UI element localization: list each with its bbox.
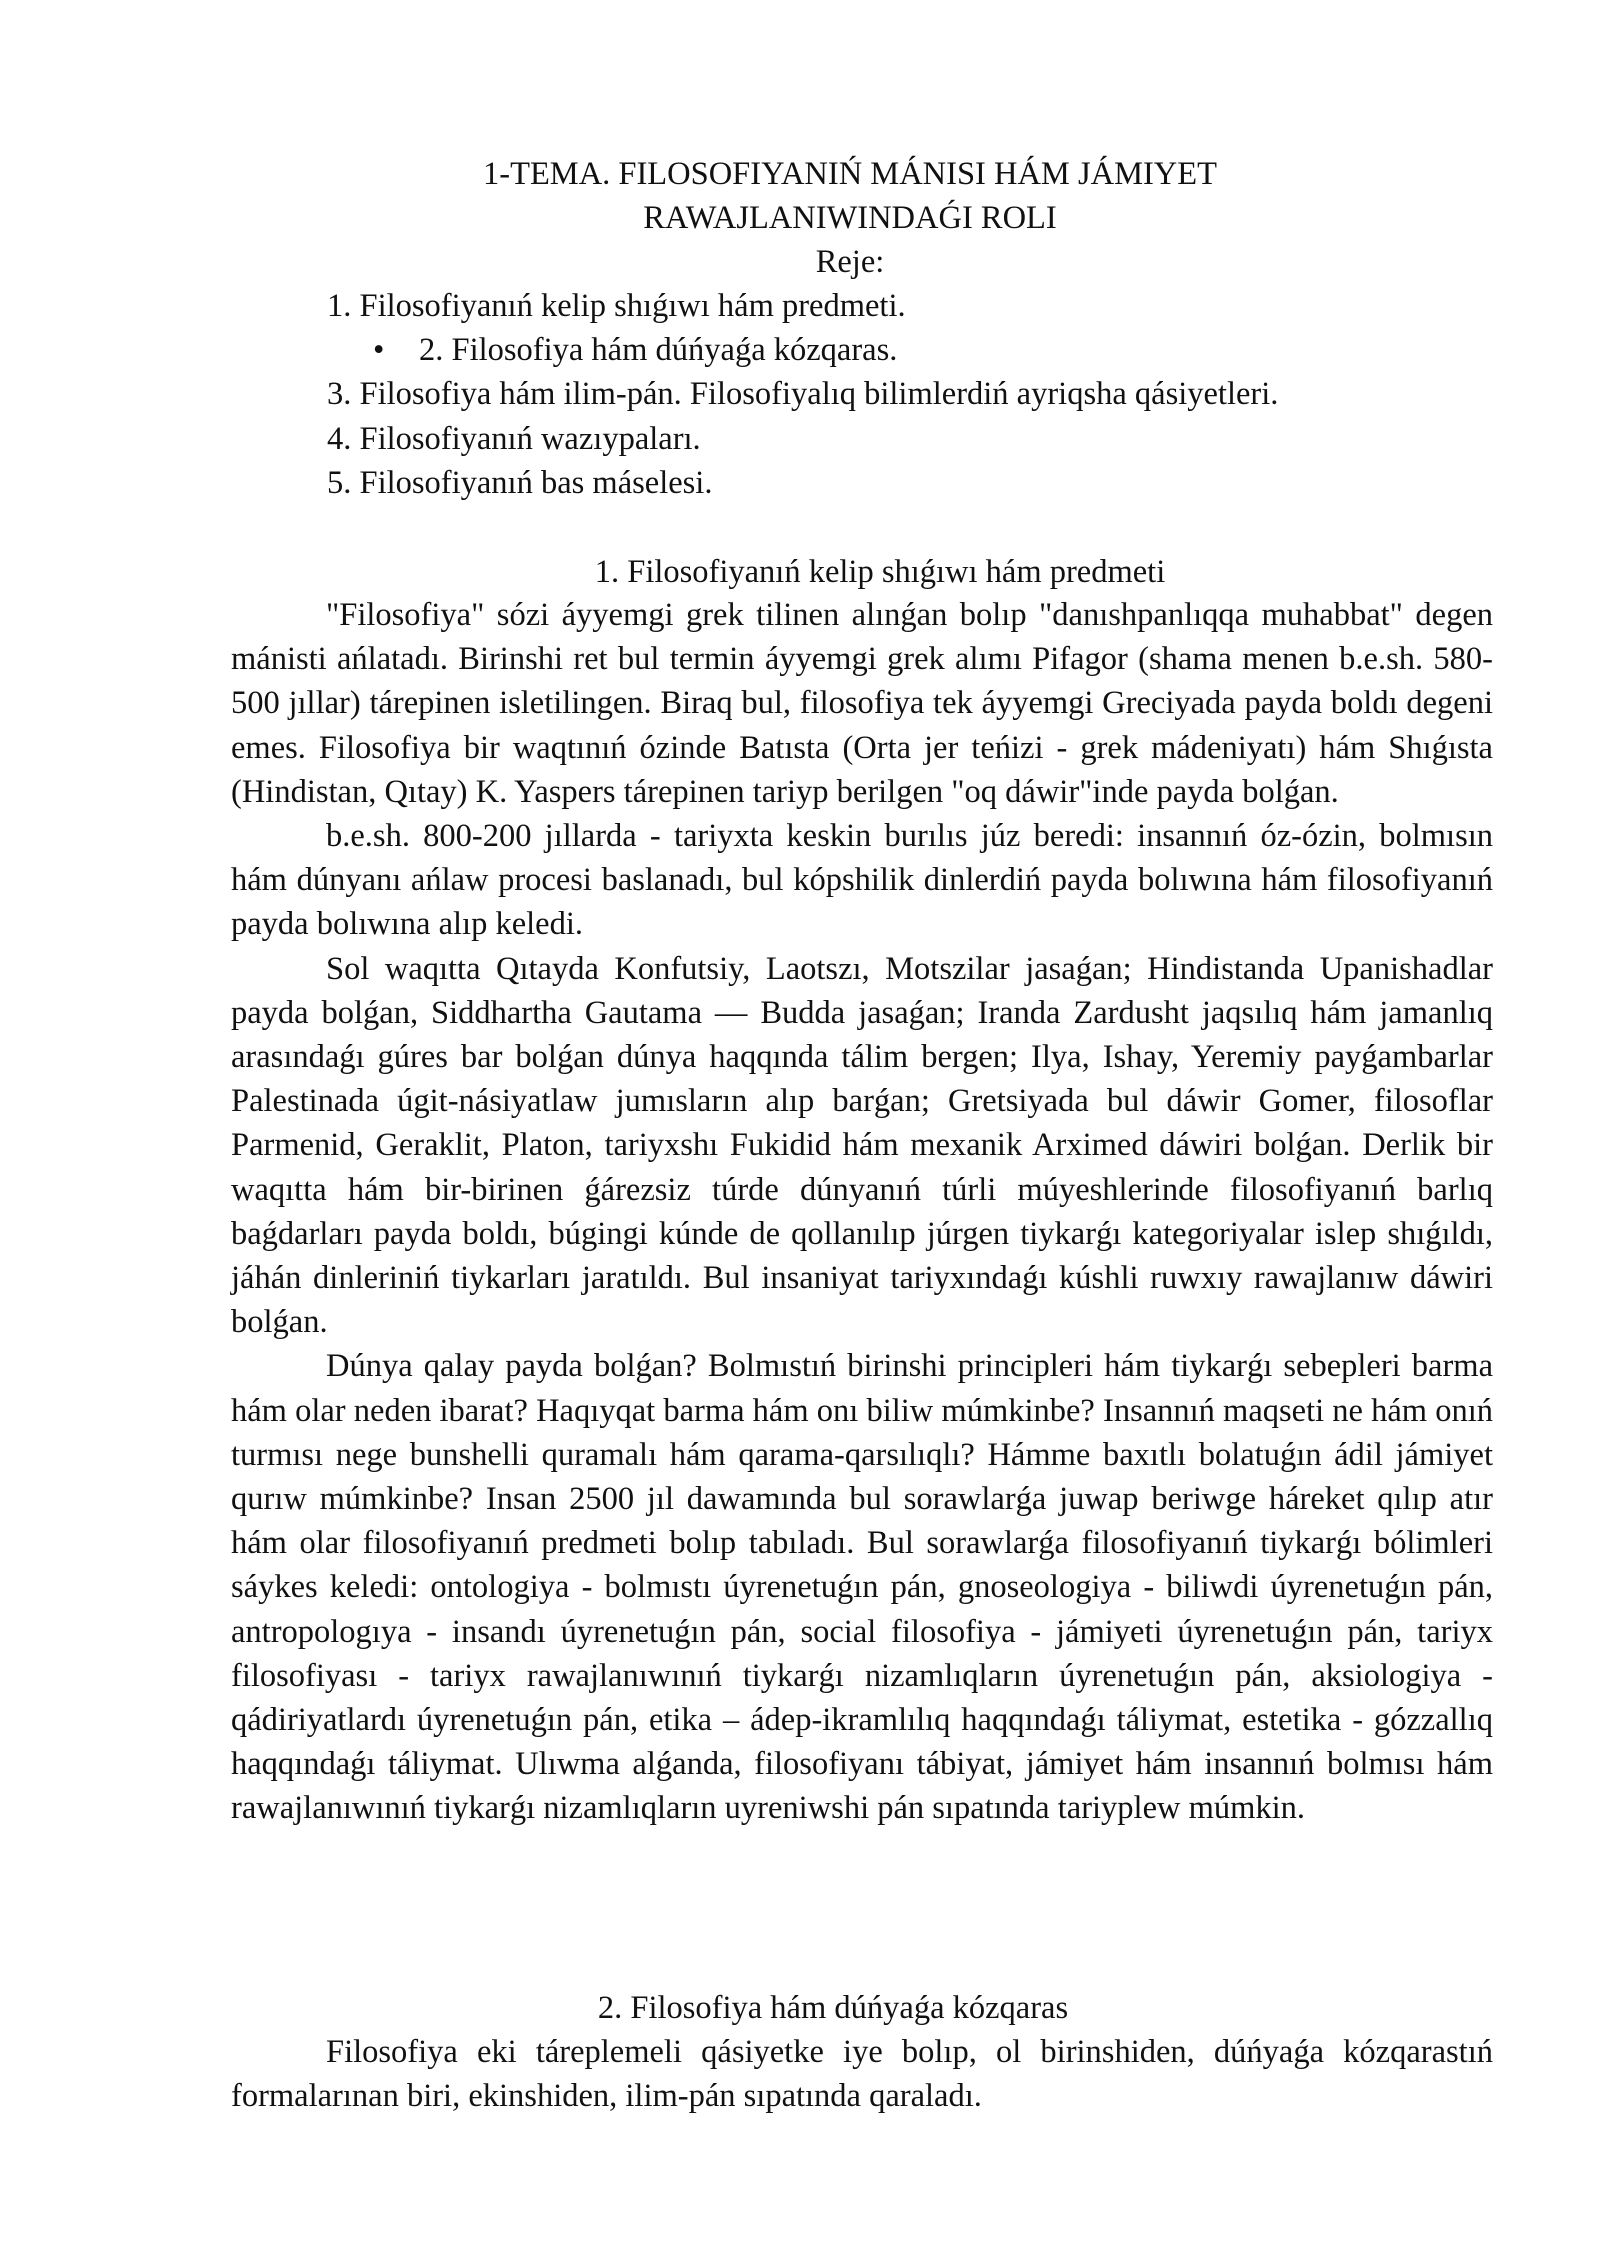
paragraph: b.e.sh. 800-200 jıllarda - tariyxta keskin burılıs júz beredi: insannıń óz-ózin, bolmısın hám dúnyanı ańlaw procesi baslanadı, bul kópshilik dinlerdiń payda bolıwına hám filosofiyanıń payda bolıwına alıp keledi. (231, 818, 1493, 943)
paragraph: Sol waqıtta Qıtayda Konfutsiy, Laotszı, Motszilar jasaǵan; Hindistanda Upanishadlar payda bolǵan, Siddhartha Gautama — Budda jasaǵan; Iranda Zardusht jaqsılıq hám jamanlıq arasındaǵı gúres bar bolǵan dúnya haqqında tálim bergen; Ilya, Ishay, Yeremiy payǵambarlar Palestinada úgit-násiyatlaw jumısların alıp barǵan; Gretsiyada bul dáwir Gomer, filosoflar Parmenid, Geraklit, Platon, tariyxshı Fukidid hám mexanik Arximed dáwiri bolǵan. Derlik bir waqıtta hám bir-birinen ǵárezsiz túrde dúnyanıń túrli múyeshlerinde filosofiyanıń barlıq baǵdarları payda boldı, búgingi kúnde de qollanılıp júrgen tiykarǵı kategoriyalar islep shıǵıldı, jáhán dinleriniń tiykarları jaratıldı. Bul insaniyat tariyxındaǵı kúshli ruwxıy rawajlanıw dáwiri bolǵan. (231, 950, 1493, 1341)
paragraph: "Filosofiya" sózi áyyemgi grek tilinen alınǵan bolıp "danıshpanlıqqa muhabbat" degen mánisti ańlatadı. Birinshi ret bul termin áyyemgi grek alımı Pifagor (shama menen b.e.sh. 580-500 jıllar) tárepinen isletilingen. Biraq bul, filosofiya tek áyyemgi Greciyada payda boldı degeni emes. Filosofiya bir waqtınıń ózinde Batısta (Orta jer teńizi - grek mádeniyatı) hám Shıǵısta (Hindistan, Qıtay) K. Yaspers tárepinen tariyp berilgen "oq dáwir"inde payda bolǵan. (231, 597, 1493, 810)
document-title-line-1: 1-TEMA. FILOSOFIYANIŃ MÁNISI HÁM JÁMIYET (483, 156, 1217, 192)
section-1-heading: 1. Filosofiyanıń kelip shıǵıwı hám predmeti (594, 554, 1166, 590)
plan-heading: Reje: (815, 244, 885, 280)
paragraph: Dúnya qalay payda bolǵan? Bolmıstıń birinshi principleri hám tiykarǵı sebepleri barma hám olar neden ibarat? Haqıyqat barma hám onı biliw múmkinbe? Insannıń maqseti ne hám onıń turmısı nege bunshelli quramalı hám qarama-qarsılıqlı? Hámme baxıtlı bolatuǵın ádil jámiyet qurıw múmkinbe? Insan 2500 jıl dawamında bul sorawlarǵa juwap beriwge háreket qılıp atır hám olar filosofiyanıń predmeti bolıp tabıladı. Bul sorawlarǵa filosofiyanıń tiykarǵı bólimleri sáykes keledi: ontologiya - bolmıstı úyrenetuǵın pán, gnoseologiya - biliwdi úyrenetuǵın pán, antropologıya - insandı úyrenetuǵın pán, social filosofiya - jámiyeti úyrenetuǵın pán, tariyx filosofiyası - tariyx rawajlanıwınıń tiykarǵı nizamlıqların úyrenetuǵın pán, aksiologiya - qádiriyatlardı úyrenetuǵın pán, etika – ádep-ikramlılıq haqqındaǵı táliymat, estetika - gózzallıq haqqındaǵı táliymat. Ulıwma alǵanda, filosofiyanı tábiyat, jámiyet hám insannıń bolmısı hám rawajlanıwınıń tiykarǵı nizamlıqların uyreniwshi pán sıpatında tariyplew múmkin. (231, 1348, 1493, 1827)
plan-list (327, 284, 1278, 505)
bullet-icon: • (373, 332, 385, 369)
plan-item: 3. Filosofiya hám ilim-pán. Filosofiyalıq bilimlerdiń ayriqsha qásiyetleri. (327, 376, 1279, 413)
document-title-line-2: RAWAJLANIWINDAǴI ROLI (643, 200, 1057, 236)
section-1-body (231, 593, 1493, 1831)
plan-item: 1. Filosofiyanıń kelip shıǵıwı hám predmeti. (327, 288, 906, 324)
paragraph: Filosofiya eki táreplemeli qásiyetke iye bolıp, ol birinshiden, dúńyaǵa kózqarastıń formalarınan biri, ekinshiden, ilim-pán sıpatında qaraladı. (231, 2034, 1493, 2115)
plan-item (327, 328, 1278, 372)
section-2-heading: 2. Filosofiya hám dúńyaǵa kózqaras (597, 1990, 1069, 2026)
section-2-body (231, 2030, 1493, 2118)
plan-item-text: 2. Filosofiya hám dúńyaǵa kózqaras. (419, 332, 898, 369)
plan-item: 5. Filosofiyanıń bas máselesi. (327, 464, 713, 501)
plan-item: 4. Filosofiyanıń wazıypaları. (327, 420, 701, 457)
